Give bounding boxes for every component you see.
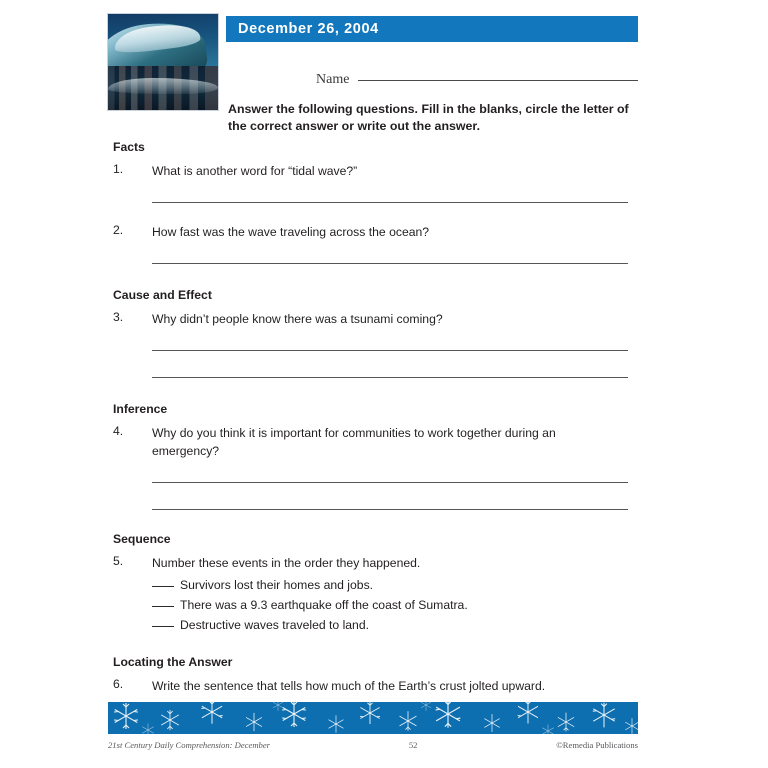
answer-line[interactable]: [152, 482, 628, 483]
tsunami-photo: [108, 14, 218, 110]
question-number: 3.: [113, 310, 124, 324]
question-row: [113, 554, 638, 572]
question-text: How fast was the wave traveling across the ocean?: [152, 225, 430, 239]
question-row: [113, 162, 638, 180]
question-text: Why do you think it is important for communities to work together during an emergency?: [152, 426, 556, 458]
sequence-blank[interactable]: [152, 626, 174, 627]
sequence-item-label: Survivors lost their homes and jobs.: [180, 578, 374, 592]
page-footer: [108, 740, 638, 750]
footer-page-number: 52: [408, 740, 418, 750]
answer-line[interactable]: [152, 202, 628, 203]
section-inference: [108, 402, 638, 510]
question-row: [113, 223, 638, 241]
page-header: [108, 14, 638, 133]
sequence-blank[interactable]: [152, 586, 174, 587]
section-facts: [108, 140, 638, 264]
section-cause-and-effect: [108, 288, 638, 378]
footer-copyright: ©Remedia Publications: [556, 740, 638, 750]
sequence-blank[interactable]: [152, 606, 174, 607]
section-sequence: [108, 532, 638, 635]
footer-title: 21st Century Daily Comprehension: December: [108, 740, 270, 750]
name-label: Name: [316, 72, 350, 87]
question-row: [113, 310, 638, 328]
question-number: 2.: [113, 223, 124, 237]
section-title: Cause and Effect: [113, 288, 212, 302]
question-row: [113, 424, 638, 460]
question-text: Number these events in the order they happened.: [152, 556, 421, 570]
photo-foam: [108, 78, 218, 94]
sequence-item: [152, 615, 638, 635]
question-text: What is another word for “tidal wave?”: [152, 164, 358, 178]
instructions-text: Answer the following questions. Fill in the blanks, circle the letter of the correct answer or write out the answer.: [228, 102, 629, 133]
sequence-item-label: Destructive waves traveled to land.: [180, 618, 369, 632]
section-title: Facts: [113, 140, 145, 154]
worksheet-content: [108, 140, 638, 718]
answer-line[interactable]: [152, 263, 628, 264]
date-banner: [226, 16, 638, 42]
name-field-row: [316, 72, 638, 88]
answer-line[interactable]: [152, 509, 628, 510]
sequence-item: [152, 595, 638, 615]
question-number: 6.: [113, 677, 124, 691]
question-text: Write the sentence that tells how much of the Earth’s crust jolted upward.: [152, 679, 546, 693]
section-title: Sequence: [113, 532, 171, 546]
answer-line[interactable]: [152, 377, 628, 378]
question-number: 1.: [113, 162, 124, 176]
question-row: [113, 677, 638, 695]
name-input-line[interactable]: [358, 80, 638, 81]
question-number: 5.: [113, 554, 124, 568]
sequence-item-label: There was a 9.3 earthquake off the coast of Sumatra.: [180, 598, 468, 612]
snowflake-pattern-icon: [108, 702, 638, 734]
snowflake-banner: [108, 702, 638, 734]
answer-line[interactable]: [152, 350, 628, 351]
date-banner-label: December 26, 2004: [238, 21, 379, 37]
section-title: Locating the Answer: [113, 655, 233, 669]
sequence-item-list: [152, 575, 638, 635]
question-number: 4.: [113, 424, 124, 438]
question-text: Why didn’t people know there was a tsunami coming?: [152, 312, 443, 326]
sequence-item: [152, 575, 638, 595]
section-title: Inference: [113, 402, 168, 416]
